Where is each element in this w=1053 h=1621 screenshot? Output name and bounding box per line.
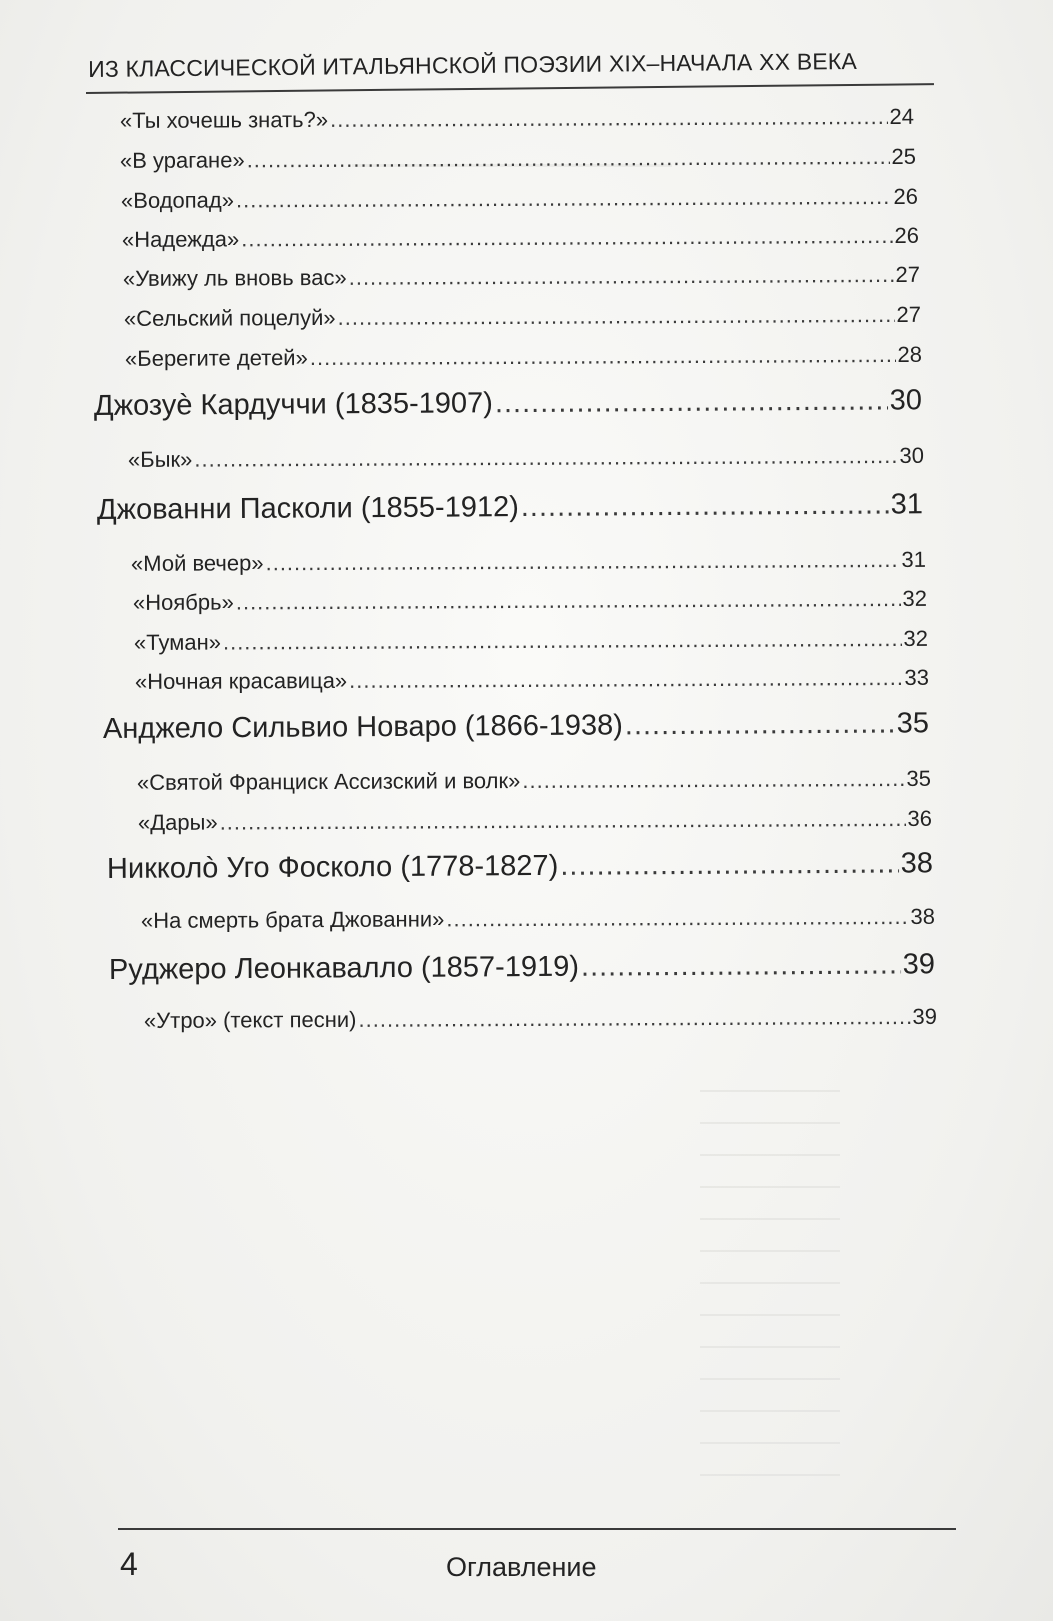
- toc-entry-title: «Святой Франциск Ассизский и волк»: [136, 767, 521, 795]
- toc-entry[interactable]: [137, 766, 931, 796]
- toc-entry-title: «Водопад»: [120, 187, 235, 213]
- toc-entry[interactable]: [123, 262, 920, 292]
- toc-entry[interactable]: [124, 302, 921, 332]
- toc-entry-page: 25: [891, 143, 917, 169]
- toc-entry-page: 30: [899, 442, 925, 468]
- toc-entry-title: «На смерть брата Джованни»: [140, 906, 445, 933]
- toc-entry-title: «Ты хочешь знать?»: [119, 106, 329, 133]
- toc-entry-title: «Увижу ль вновь вас»: [122, 264, 347, 291]
- dot-leader: [236, 184, 892, 213]
- toc-entry-page: 31: [901, 546, 927, 572]
- toc-entry-page: 32: [903, 625, 929, 651]
- toc-author-title: Джозуѐ Кардуччи (1835-1907): [93, 387, 493, 422]
- page-number: 4: [120, 1546, 138, 1582]
- toc-entry-page: 39: [912, 1003, 938, 1029]
- toc-entry-title: «Бык»: [127, 446, 193, 472]
- toc-entry-title: «Берегите детей»: [124, 345, 308, 371]
- toc-author-page: 30: [889, 384, 923, 417]
- toc-entry-title: «Утро» (текст песни): [143, 1006, 357, 1033]
- toc-entry[interactable]: [144, 1004, 937, 1034]
- dot-leader: [625, 707, 895, 742]
- dot-leader: [349, 262, 894, 291]
- footer-rule: [118, 1528, 956, 1530]
- toc-entry-title: «Сельский поцелуй»: [123, 304, 336, 331]
- toc-author-page: 39: [902, 948, 936, 981]
- toc-entry-page: 26: [893, 183, 919, 209]
- toc-entry-title: «В урагане»: [119, 147, 245, 173]
- toc-entry[interactable]: [122, 223, 919, 253]
- toc-entry-page: 28: [897, 341, 923, 367]
- dot-leader: [220, 806, 906, 836]
- dot-leader: [265, 547, 899, 576]
- dot-leader: [223, 626, 902, 656]
- toc-entry-page: 27: [895, 261, 921, 287]
- dot-leader: [247, 144, 890, 173]
- dot-leader: [194, 443, 897, 473]
- toc-entry-title: «Ноябрь»: [132, 589, 234, 615]
- toc-entry[interactable]: [128, 443, 924, 473]
- toc-entry-title: «Ночная красавица»: [134, 667, 348, 694]
- dot-leader: [358, 1004, 910, 1033]
- dot-leader: [241, 223, 892, 252]
- footer-section-title: Оглавление: [446, 1552, 597, 1582]
- toc-author-page: 35: [896, 707, 930, 740]
- dot-leader: [522, 766, 904, 794]
- toc-entry[interactable]: [135, 665, 929, 695]
- toc-entry-title: «Дары»: [137, 809, 218, 835]
- toc-entry[interactable]: [120, 104, 914, 134]
- dot-leader: [495, 384, 888, 420]
- toc-entry-page: 24: [889, 103, 915, 129]
- toc-author-entry[interactable]: [107, 847, 933, 886]
- dot-leader: [521, 488, 889, 524]
- toc-entry-page: 32: [902, 585, 928, 611]
- dot-leader: [310, 342, 896, 371]
- toc-entry[interactable]: [131, 547, 926, 577]
- toc-entry-page: 38: [910, 903, 936, 929]
- dot-leader: [236, 586, 901, 615]
- toc-entry-page: 33: [904, 664, 930, 690]
- toc-author-entry[interactable]: [94, 384, 922, 423]
- toc-entry-page: 26: [894, 222, 920, 248]
- toc-entry[interactable]: [134, 626, 928, 656]
- toc-entry-page: 36: [907, 805, 933, 831]
- toc-author-page: 31: [890, 488, 924, 521]
- toc-author-title: Анджело Сильвио Новаро (1866-1938): [102, 709, 623, 745]
- toc-author-entry[interactable]: [103, 707, 929, 746]
- dot-leader: [560, 847, 899, 882]
- dot-leader: [330, 104, 888, 133]
- toc-author-page: 38: [900, 847, 934, 880]
- toc-author-entry[interactable]: [97, 488, 923, 527]
- toc-entry-title: «Надежда»: [121, 226, 240, 252]
- toc-entry-page: 35: [906, 765, 932, 791]
- toc-entry-title: «Туман»: [133, 629, 221, 655]
- toc-entry[interactable]: [121, 184, 918, 214]
- toc-author-entry[interactable]: [109, 948, 935, 987]
- toc-entry[interactable]: [138, 806, 932, 836]
- toc-entry[interactable]: [141, 904, 935, 934]
- toc-entry[interactable]: [120, 144, 916, 174]
- toc-author-title: Никколò Уго Фосколо (1778-1827): [106, 849, 559, 885]
- dot-leader: [349, 665, 903, 694]
- dot-leader: [446, 904, 908, 932]
- toc-entry-page: 27: [896, 301, 922, 327]
- toc-entry[interactable]: [133, 586, 927, 616]
- toc-entry-title: «Мой вечер»: [130, 550, 264, 576]
- dot-leader: [338, 302, 895, 331]
- toc-entry[interactable]: [125, 342, 922, 372]
- dot-leader: [581, 948, 901, 983]
- toc-author-title: Руджеро Леонкавалло (1857-1919): [108, 950, 580, 986]
- running-header: ИЗ КЛАССИЧЕСКОЙ ИТАЛЬЯНСКОЙ ПОЭЗИИ XIX–НАЧАЛА XX ВЕКА: [88, 47, 858, 82]
- toc-author-title: Джованни Пасколи (1855-1912): [96, 491, 519, 526]
